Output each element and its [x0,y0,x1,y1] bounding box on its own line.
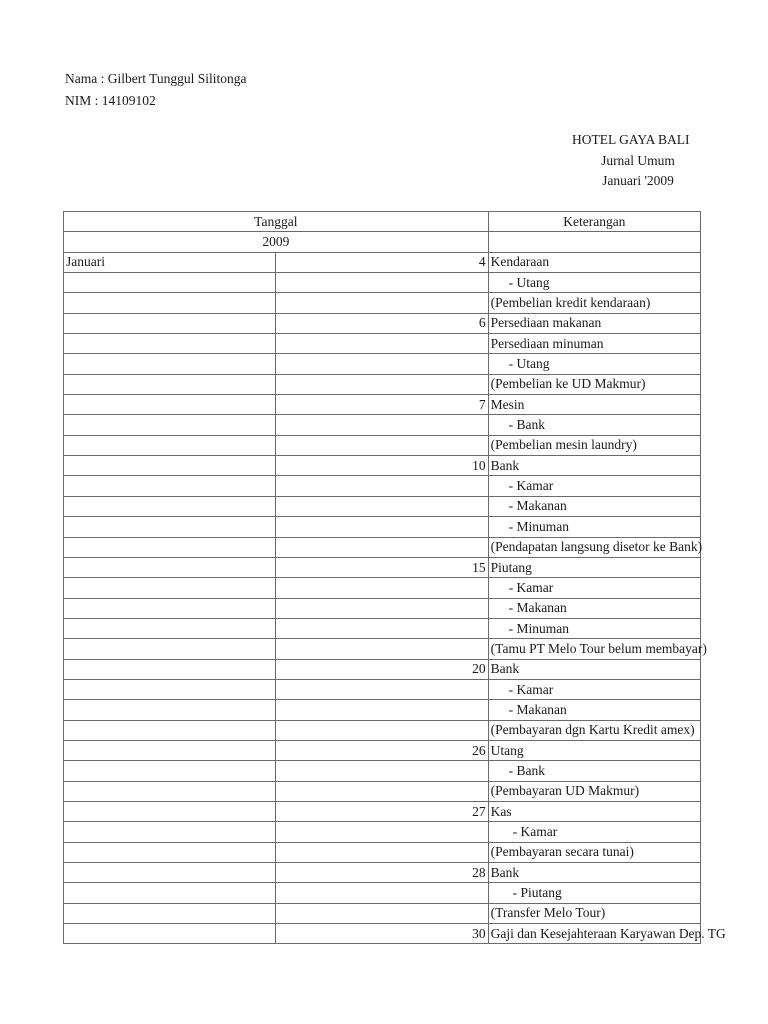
day-cell: 4 [276,252,488,272]
table-row [64,273,701,293]
month-cell [64,679,276,699]
month-cell [64,456,276,476]
month-cell [64,720,276,740]
day-cell [276,679,488,699]
month-cell [64,578,276,598]
description-cell: (Pembelian kredit kendaraan) [488,293,700,313]
journal-table [63,211,726,944]
month-cell [64,273,276,293]
description-cell: - Kamar [488,822,700,842]
day-cell [276,415,488,435]
description-cell: - Minuman [488,618,700,638]
table-row [64,639,701,659]
table-row [64,740,701,760]
description-cell: (Pembayaran UD Makmur) [488,781,700,801]
description-cell: (Pembelian ke UD Makmur) [488,374,700,394]
day-cell [276,883,488,903]
table-row [64,374,701,394]
table-row [64,801,701,821]
day-cell [276,537,488,557]
description-cell: - Kamar [488,578,700,598]
day-cell [276,598,488,618]
description-cell: - Bank [488,761,700,781]
month-cell [64,496,276,516]
day-cell: 28 [276,863,488,883]
report-period: Januari '2009 [602,173,674,188]
day-cell: 27 [276,801,488,821]
description-cell: (Pembayaran dgn Kartu Kredit amex) [488,720,700,740]
day-cell [276,374,488,394]
day-cell: 6 [276,313,488,333]
student-nim: NIM : 14109102 [65,93,156,108]
description-cell: Bank [488,456,700,476]
table-row [64,903,701,923]
month-cell [64,822,276,842]
header-keterangan: Keterangan [488,212,700,232]
student-name: Nama : Gilbert Tunggul Silitonga [65,71,247,86]
month-cell [64,903,276,923]
month-cell [64,415,276,435]
table-row [64,924,701,944]
month-cell [64,801,276,821]
day-cell: 26 [276,740,488,760]
day-cell: 7 [276,395,488,415]
table-row [64,863,701,883]
description-cell: - Makanan [488,700,700,720]
day-cell: 20 [276,659,488,679]
table-row [64,435,701,455]
month-cell [64,924,276,944]
table-row [64,679,701,699]
day-cell [276,354,488,374]
description-cell: (Pembelian mesin laundry) [488,435,700,455]
table-row [64,598,701,618]
day-cell [276,761,488,781]
table-row [64,761,701,781]
description-cell: Utang [488,740,700,760]
header-tanggal: Tanggal [64,212,489,232]
month-cell [64,761,276,781]
table-row [64,700,701,720]
description-cell: Mesin [488,395,700,415]
description-cell: (Transfer Melo Tour) [488,903,700,923]
month-cell [64,598,276,618]
month-cell [64,537,276,557]
table-header-row [64,212,701,232]
month-cell [64,313,276,333]
month-cell [64,740,276,760]
description-cell: - Makanan [488,496,700,516]
day-cell [276,781,488,801]
day-cell: 15 [276,557,488,577]
day-cell [276,639,488,659]
month-cell [64,842,276,862]
table-row [64,354,701,374]
day-cell: 10 [276,456,488,476]
description-cell: - Minuman [488,517,700,537]
year-row [64,232,701,252]
month-cell: Januari [64,252,276,272]
description-cell: - Makanan [488,598,700,618]
day-cell [276,435,488,455]
day-cell [276,578,488,598]
table-row [64,293,701,313]
day-cell [276,293,488,313]
description-cell: Persediaan makanan [488,313,700,333]
day-cell [276,496,488,516]
table-row [64,618,701,638]
table-row [64,720,701,740]
description-cell: Kendaraan [488,252,700,272]
month-cell [64,293,276,313]
description-cell: (Pembayaran secara tunai) [488,842,700,862]
month-cell [64,395,276,415]
report-title: Jurnal Umum [601,153,675,168]
day-cell [276,842,488,862]
table-row [64,781,701,801]
day-cell [276,903,488,923]
month-cell [64,435,276,455]
table-row [64,395,701,415]
table-row [64,456,701,476]
month-cell [64,354,276,374]
description-cell: - Kamar [488,476,700,496]
day-cell [276,720,488,740]
table-row [64,496,701,516]
description-cell: - Piutang [488,883,700,903]
day-cell [276,618,488,638]
day-cell: 30 [276,924,488,944]
company-title: HOTEL GAYA BALI [572,132,690,147]
description-cell: Kas [488,801,700,821]
day-cell [276,822,488,842]
month-cell [64,374,276,394]
month-cell [64,659,276,679]
day-cell [276,700,488,720]
table-row [64,557,701,577]
year-desc-cell [488,232,700,252]
day-cell [276,517,488,537]
table-row [64,313,701,333]
month-cell [64,863,276,883]
table-row [64,415,701,435]
day-cell [276,273,488,293]
description-cell: (Pendapatan langsung disetor ke Bank) [488,537,700,557]
month-cell [64,883,276,903]
table-row [64,883,701,903]
description-cell: (Tamu PT Melo Tour belum membayar) [488,639,700,659]
description-cell: - Bank [488,415,700,435]
description-cell: - Kamar [488,679,700,699]
month-cell [64,700,276,720]
description-cell: - Utang [488,273,700,293]
month-cell [64,618,276,638]
table-row [64,334,701,354]
description-cell: Persediaan minuman [488,334,700,354]
description-cell: Piutang [488,557,700,577]
table-row [64,476,701,496]
table-row [64,842,701,862]
month-cell [64,639,276,659]
month-cell [64,334,276,354]
month-cell [64,517,276,537]
description-cell: Bank [488,863,700,883]
table-row [64,517,701,537]
month-cell [64,557,276,577]
month-cell [64,476,276,496]
table-row [64,659,701,679]
table-row [64,578,701,598]
table-row [64,252,701,272]
description-cell: - Utang [488,354,700,374]
day-cell [276,476,488,496]
month-cell [64,781,276,801]
description-cell: Bank [488,659,700,679]
year-cell: 2009 [64,232,489,252]
day-cell [276,334,488,354]
table-row [64,537,701,557]
description-cell: Gaji dan Kesejahteraan Karyawan Dep. TG [488,924,700,944]
table-row [64,822,701,842]
